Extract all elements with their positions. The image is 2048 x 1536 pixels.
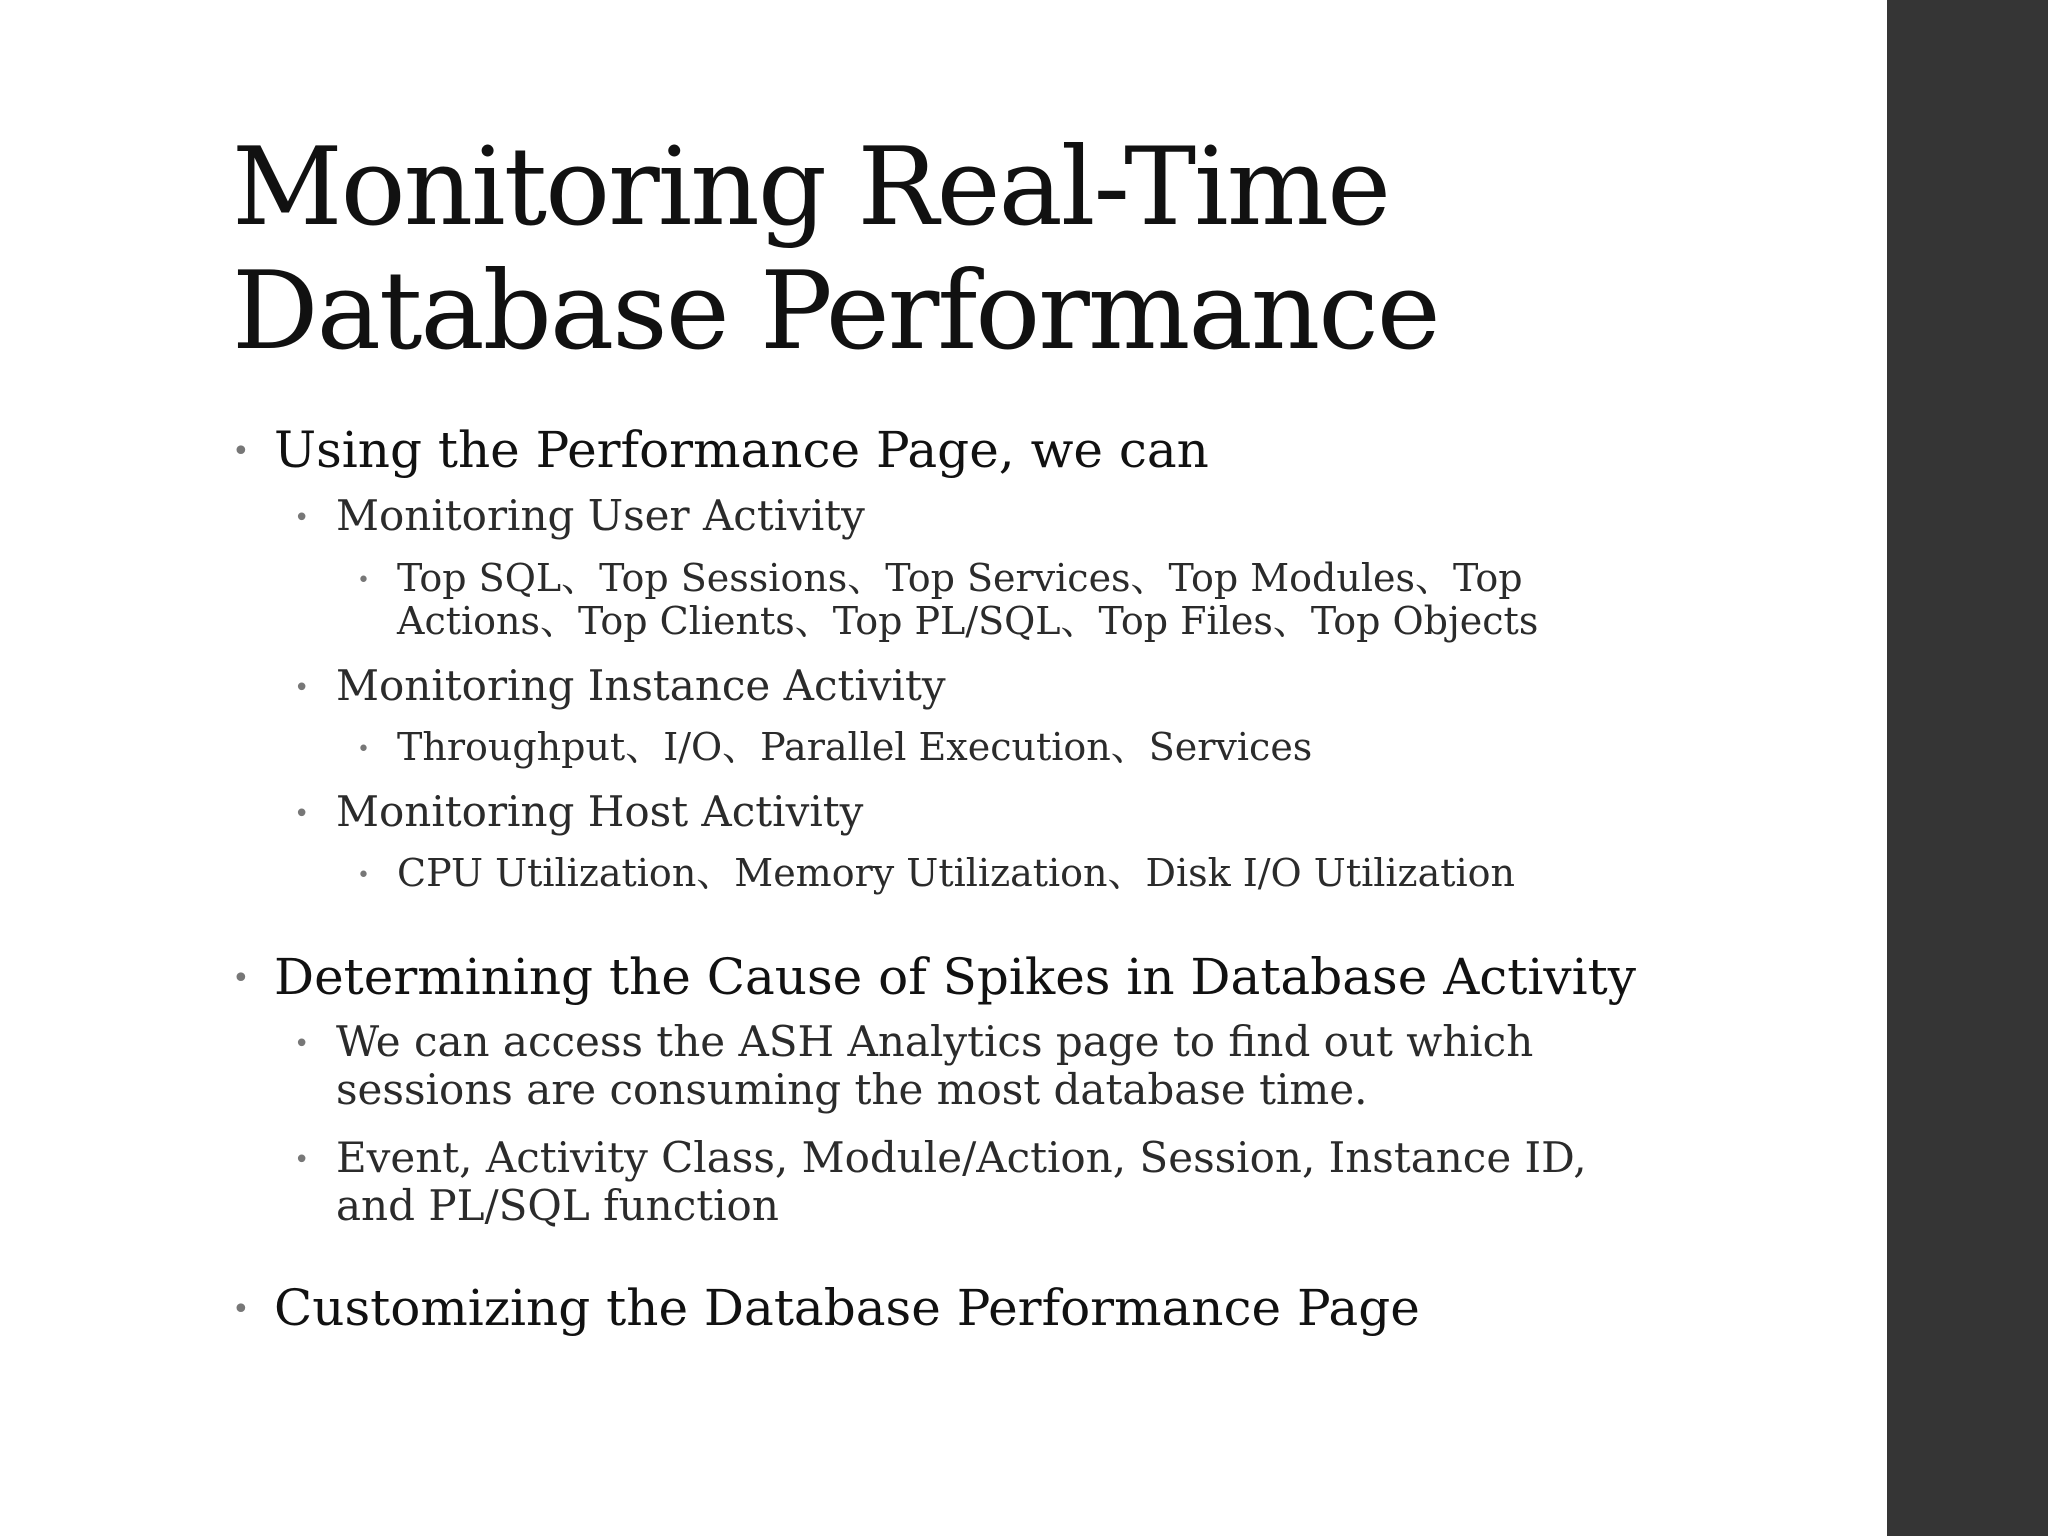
subbullet-dimensions <box>294 1133 1587 1230</box>
bullet-icon: • <box>294 1029 310 1059</box>
subbullet-user-activity <box>294 491 865 540</box>
detail-text: Throughput、I/O、Parallel Execution、Services <box>397 725 1313 769</box>
bullet-text: Using the Performance Page, we can <box>274 421 1209 479</box>
subbullet-text: Monitoring Host Activity <box>336 787 864 836</box>
bullet-icon: • <box>357 737 370 762</box>
bullet-text: Determining the Cause of Spikes in Database Activity <box>274 948 1636 1006</box>
subbullet-text-line-1: Event, Activity Class, Module/Action, Session, Instance ID, <box>336 1133 1587 1182</box>
slide-title-line-2: Database Performance <box>232 249 1439 374</box>
detail-host-activity <box>357 851 1515 895</box>
bullet-icon: • <box>357 863 370 888</box>
subbullet-text: Monitoring Instance Activity <box>336 661 946 710</box>
subbullet-text-line-1: We can access the ASH Analytics page to find out which <box>336 1017 1534 1066</box>
subbullet-text-line-2: and PL/SQL function <box>336 1181 779 1230</box>
detail-user-activity <box>357 556 1539 643</box>
bullet-icon: • <box>232 1292 250 1327</box>
detail-text: CPU Utilization、Memory Utilization、Disk I/O Utilization <box>397 851 1515 895</box>
subbullet-text-line-2: sessions are consuming the most database time. <box>336 1065 1368 1114</box>
slide-title <box>232 126 1832 374</box>
bullet-icon: • <box>232 434 250 469</box>
bullet-icon: • <box>294 673 310 703</box>
bullet-icon: • <box>357 568 370 593</box>
subbullet-ash-analytics <box>294 1017 1534 1114</box>
bullet-performance-page <box>232 421 1209 479</box>
bullet-icon: • <box>294 1145 310 1175</box>
subbullet-instance-activity <box>294 661 946 710</box>
detail-text-line-2: Actions、Top Clients、Top PL/SQL、Top Files、Top Objects <box>397 599 1539 643</box>
bullet-icon: • <box>294 799 310 829</box>
slide-title-line-1: Monitoring Real-Time <box>232 125 1390 250</box>
side-accent-bar <box>1887 0 2048 1536</box>
bullet-text: Customizing the Database Performance Page <box>274 1279 1420 1337</box>
bullet-icon: • <box>294 503 310 533</box>
bullet-customizing <box>232 1279 1420 1337</box>
bullet-icon: • <box>232 961 250 996</box>
bullet-cause-of-spikes <box>232 948 1636 1006</box>
subbullet-host-activity <box>294 787 864 836</box>
detail-text-line-1: Top SQL、Top Sessions、Top Services、Top Modules、Top <box>397 556 1523 600</box>
subbullet-text: Monitoring User Activity <box>336 491 865 540</box>
detail-instance-activity <box>357 725 1313 769</box>
